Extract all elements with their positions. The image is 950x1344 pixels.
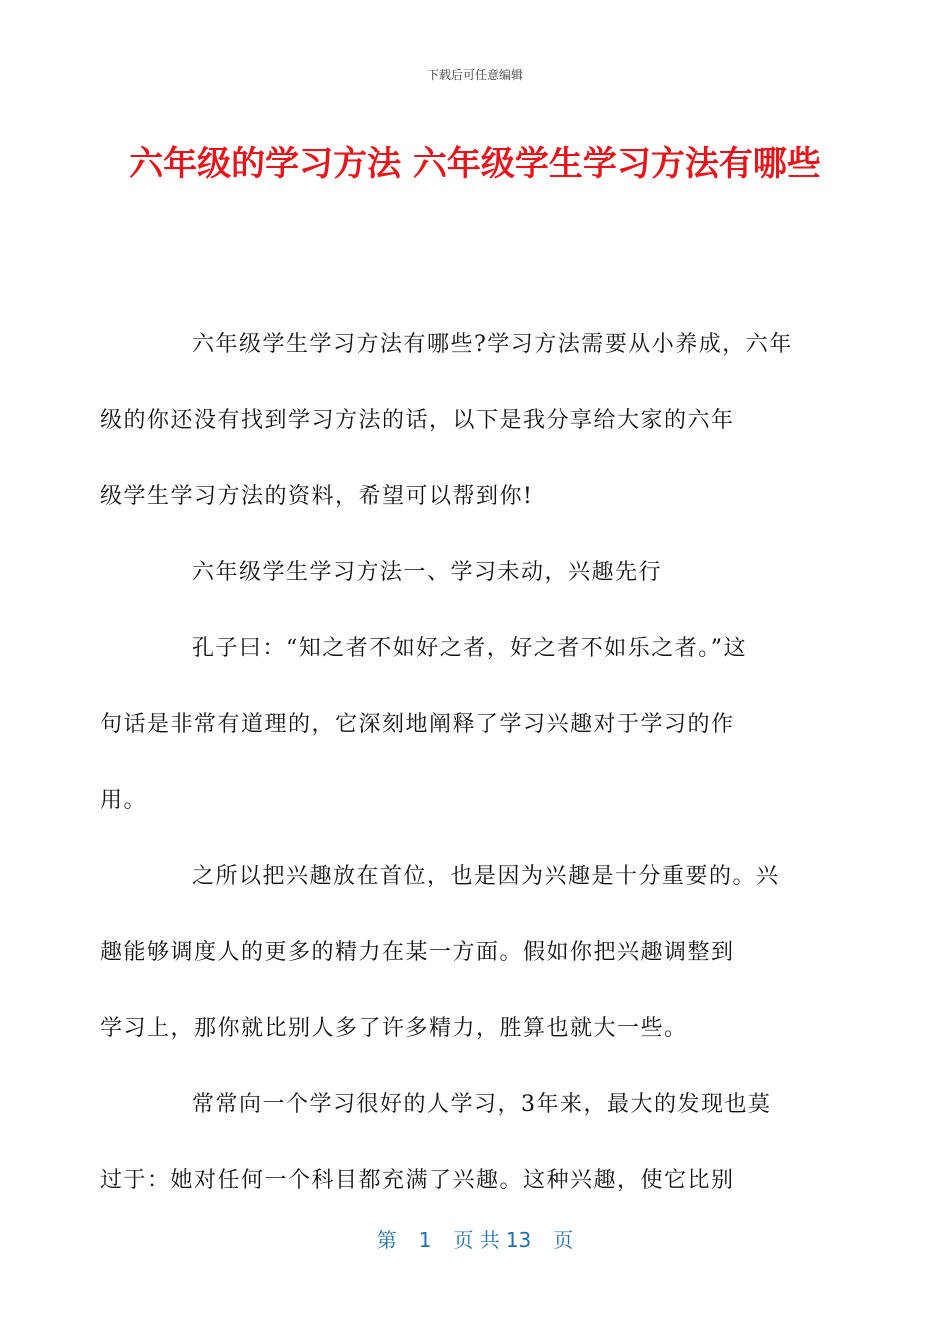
page-footer xyxy=(0,1224,950,1253)
text-line: 级的你还没有找到学习方法的话，以下是我分享给大家的六年 xyxy=(100,408,735,433)
text-line: 学习上，那你就比别人多了许多精力，胜算也就大一些。 xyxy=(100,1016,688,1041)
footer-current-page: 1 xyxy=(418,1228,432,1252)
footer-middle: 页 共 xyxy=(453,1228,500,1252)
page-header-note: 下载后可任意编辑 xyxy=(426,68,523,82)
text-line: 句话是非常有道理的，它深刻地阐释了学习兴趣对于学习的作 xyxy=(100,712,735,737)
paragraph xyxy=(146,535,806,611)
text-line: 趣能够调度人的更多的精力在某一方面。假如你把兴趣调整到 xyxy=(100,940,735,965)
text-line: 六年级学生学习方法有哪些?学习方法需要从小养成，六年 xyxy=(192,332,793,357)
text-line: 孔子曰：“知之者不如好之者，好之者不如乐之者。”这 xyxy=(192,636,747,661)
document-title: 六年级的学习方法 六年级学生学习方法有哪些 xyxy=(129,144,821,184)
footer-prefix: 第 xyxy=(376,1228,397,1252)
section-heading-line: 六年级学生学习方法一、学习未动，兴趣先行 xyxy=(192,560,663,585)
document-body xyxy=(100,307,806,1219)
paragraph xyxy=(100,307,806,535)
paragraph xyxy=(100,611,806,839)
text-line: 常常向一个学习很好的人学习，3年来，最大的发现也莫 xyxy=(192,1092,772,1117)
text-line: 过于：她对任何一个科目都充满了兴趣。这种兴趣，使它比别 xyxy=(100,1168,735,1193)
footer-total-pages: 13 xyxy=(505,1228,532,1252)
text-line: 用。 xyxy=(100,788,148,813)
paragraph xyxy=(100,1067,806,1219)
text-line: 级学生学习方法的资料，希望可以帮到你! xyxy=(100,484,534,509)
paragraph xyxy=(100,839,806,1067)
footer-suffix: 页 xyxy=(553,1228,574,1252)
text-line: 之所以把兴趣放在首位，也是因为兴趣是十分重要的。兴 xyxy=(192,864,780,889)
